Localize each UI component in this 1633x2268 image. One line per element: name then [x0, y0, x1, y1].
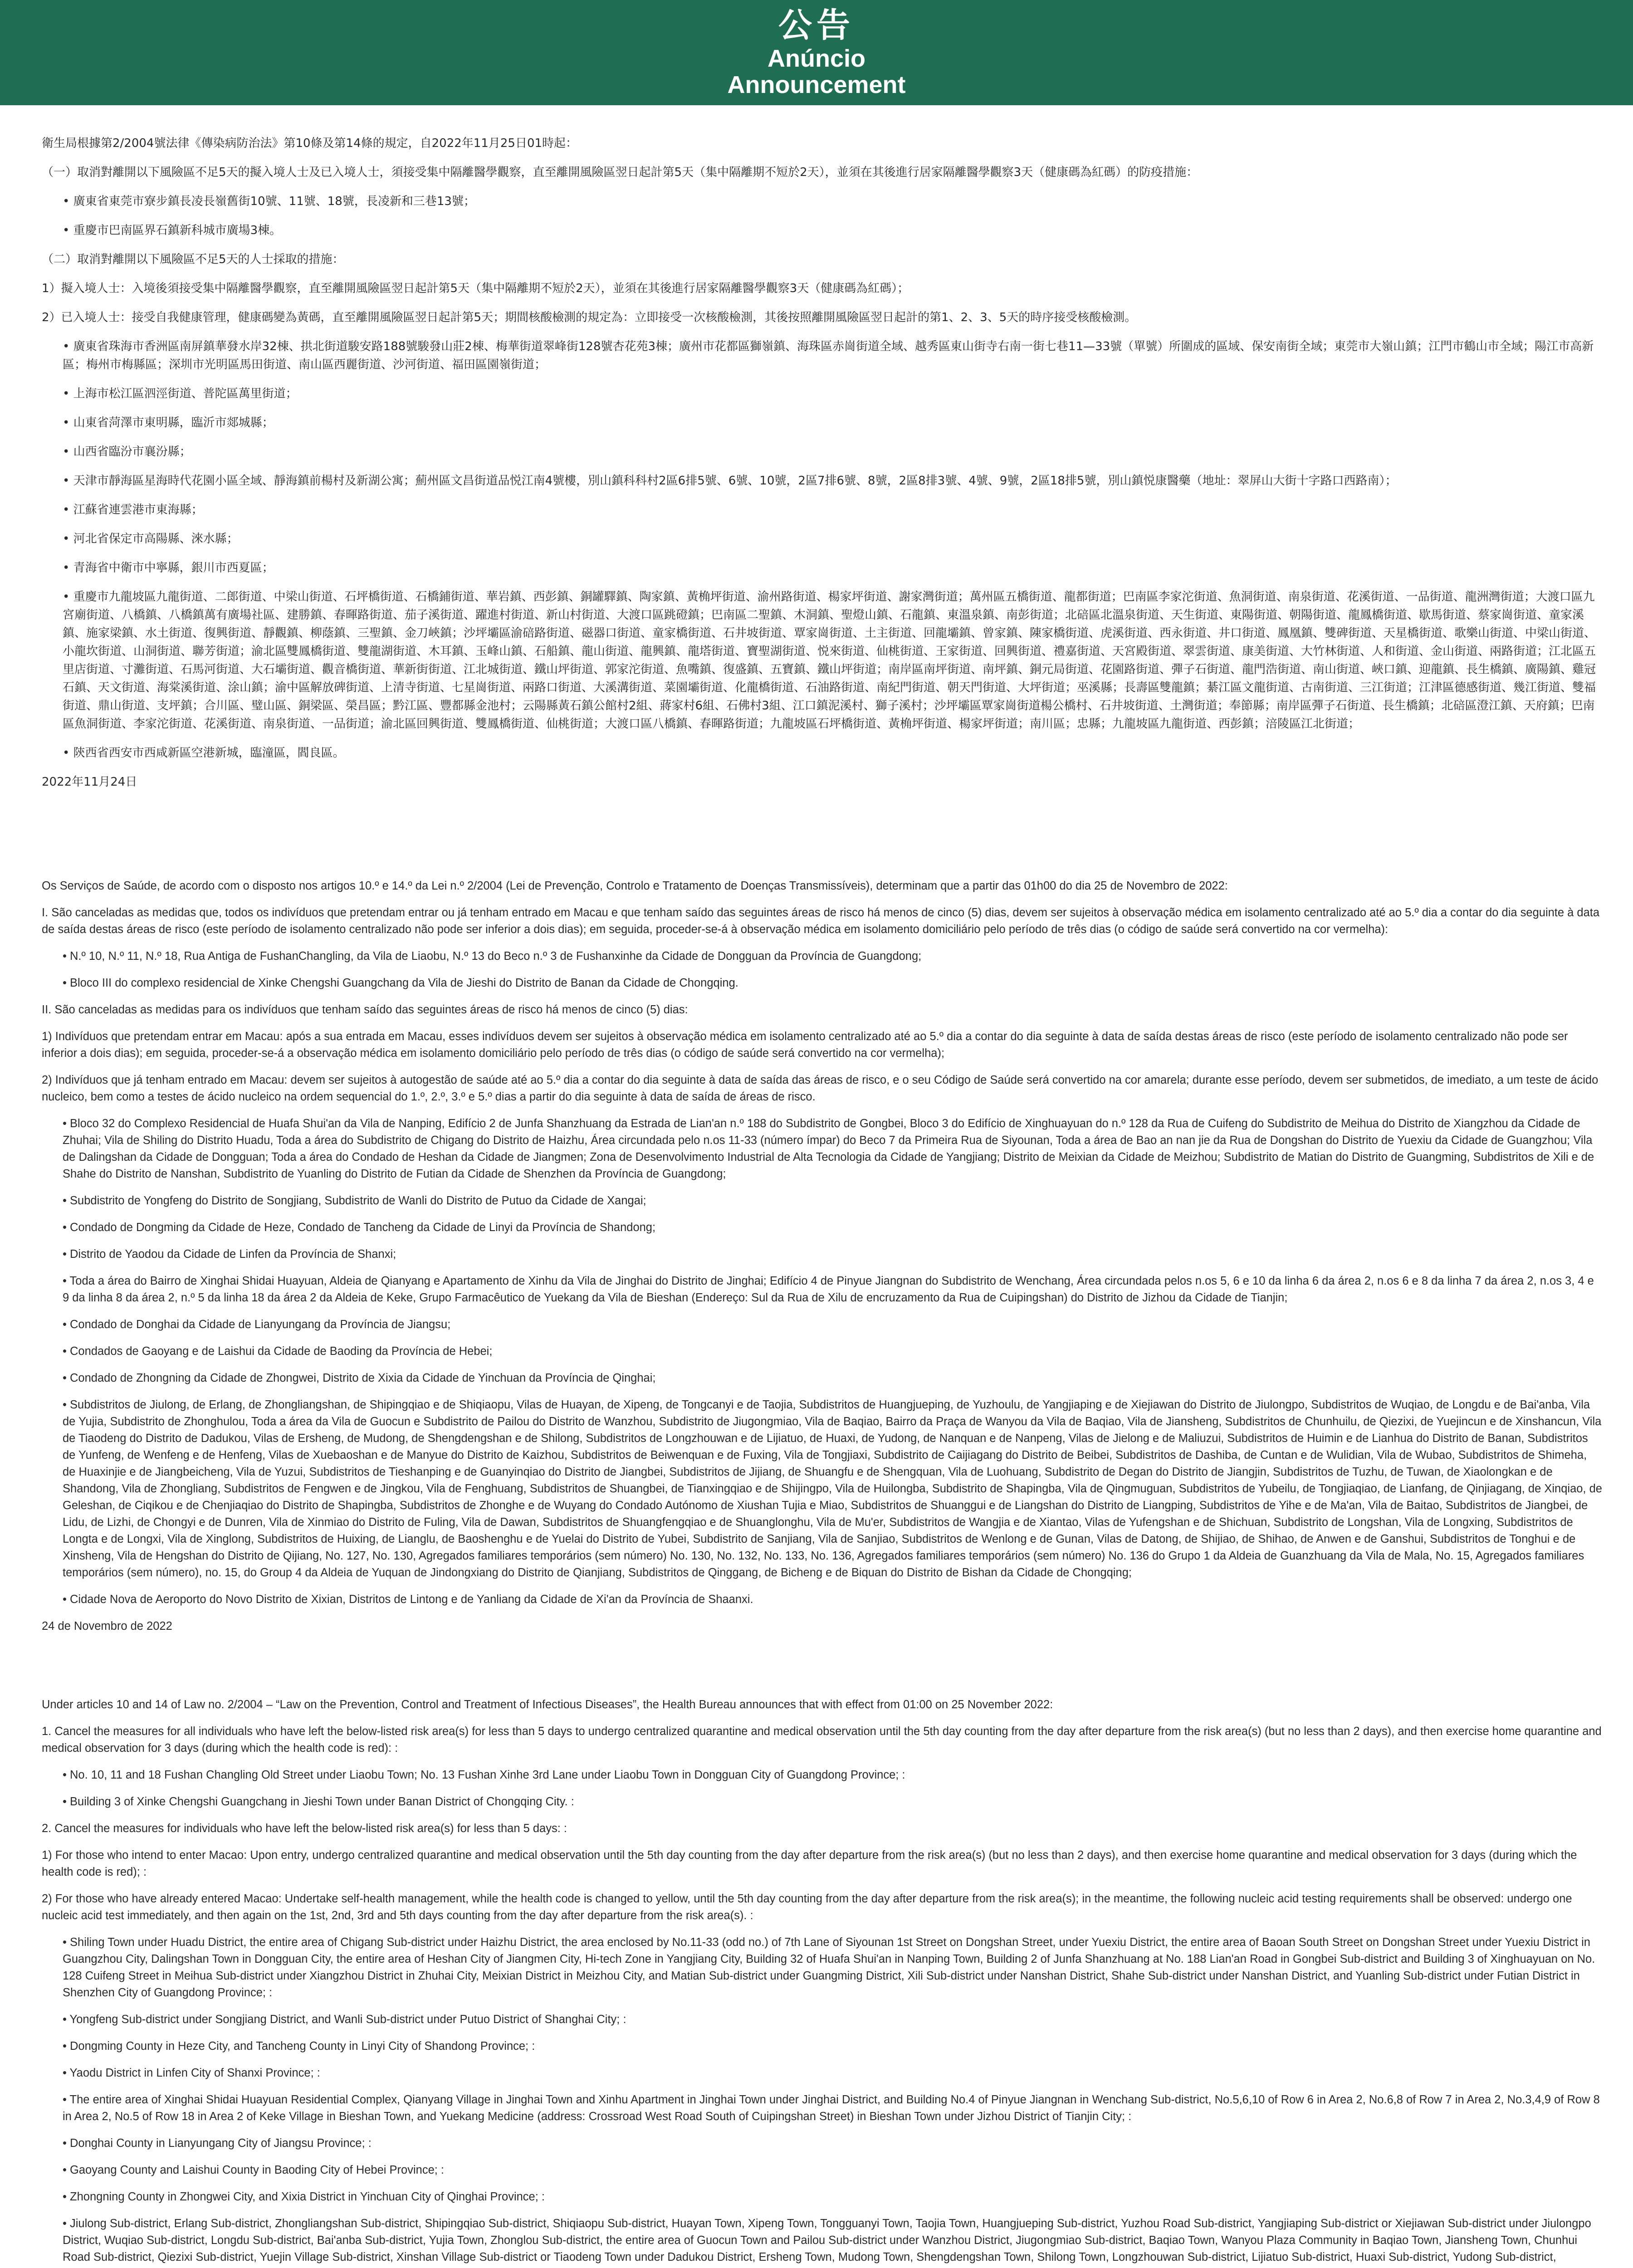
pt-paragraph: • N.º 10, N.º 11, N.º 18, Rua Antiga de FushanChangling, da Vila de Liaobu, N.º 13 do Beco n.º 3 de Fushanxinhe da Cidade de Dongguan da Província de Guangdong;: [63, 950, 922, 963]
zh-paragraph: • 天津市靜海區星海時代花園小區全域、靜海鎮前楊村及新湖公寓；薊州區文昌街道品悦江南4號樓，別山鎮科科村2區6排5號、6號、10號，2區7排6號、8號，2區8排3號、4號、9號，2區18排5號，別山鎮悦康醫藥（地址：翠屏山大街十字路口西路南）；: [63, 474, 1397, 488]
pt-paragraph: 1) Indivíduos que pretendam entrar em Macau: após a sua entrada em Macau, esses indivíduos devem ser sujeitos à observação médica em isolamento centralizado até ao 5.º dia a contar do dia seguinte à data de saída destas áreas de risco (este período de isolamento centralizado não pode ser inferior a dois dias); em seguida, proceder-se-á a observação médica em isolamento domiciliário pelo período de três dias (o código de saúde será convertido na cor vermelha);: [42, 1030, 1568, 1060]
en-paragraph: 1. Cancel the measures for all individuals who have left the below-listed risk area(s) for less than 5 days to undergo centralized quarantine and medical observation until the 5th day counting from the day after departure from the risk area(s) (but no less than 2 days), and then exercise home quarantine and medical observation for 3 days (during which the health code is red): :: [42, 1725, 1602, 1755]
pt-paragraph: • Condados de Gaoyang e de Laishui da Cidade de Baoding da Província de Hebei;: [63, 1345, 493, 1358]
zh-paragraph: • 陝西省西安市西咸新區空港新城，臨潼區，閻良區。: [63, 746, 345, 760]
pt-paragraph: • Toda a área do Bairro de Xinghai Shidai Huayuan, Aldeia de Qianyang e Apartamento de Xinhu da Vila de Jinghai do Distrito de Jinghai; Edifício 4 de Pinyue Jiangnan do Subdistrito de Wenchang, Área circundada pelos n.os 5, 6 e 10 da linha 6 da área 2, n.os 6 e 8 da linha 7 da área 2, n.os 3, 4 e 9 da linha 8 da área 2, n.º 5 da linha 18 da área 2 da Aldeia de Keke, Grupo Farmacêutico de Yuekang da Vila de Bieshan (Endereço: Sul da Rua de Xilu de encruzamento da Rua de Cuipingshan) do Distrito de Jizhou da Cidade de Tianjin;: [63, 1275, 1594, 1304]
pt-paragraph: • Condado de Dongming da Cidade de Heze, Condado de Tancheng da Cidade de Linyi da Província de Shandong;: [63, 1221, 656, 1234]
chinese-section: [42, 134, 1602, 802]
zh-paragraph: 1）擬入境人士：入境後須接受集中隔離醫學觀察，直至離開風險區翌日起計第5天（集中隔離期不短於2天），並須在其後進行居家隔離醫學觀察3天（健康碼為紅碼）；: [42, 282, 909, 295]
pt-paragraph: II. São canceladas as medidas para os indivíduos que tenham saído das seguintes áreas de risco há menos de cinco (5) dias:: [42, 1003, 688, 1016]
zh-paragraph: • 廣東省東莞市寮步鎮長凌長嶺舊街10號、11號、18號，長凌新和三巷13號；: [63, 195, 475, 208]
zh-paragraph: • 江蘇省連雲港市東海縣；: [63, 503, 203, 517]
zh-paragraph: • 河北省保定市高陽縣、淶水縣；: [63, 532, 239, 546]
pt-paragraph: • Bloco 32 do Complexo Residencial de Huafa Shui'an da Vila de Nanping, Edifício 2 de Junfa Shanzhuang da Estrada de Lian'an n.º 188 do Subdistrito de Gongbei, Bloco 3 do Edifício de Xinghuayuan do n.º 128 da Rua de Cuifeng do Subdistrito de Meihua do Distrito de Xiangzhou da Cidade de Zhuhai; Vila de Shiling do Distrito Huadu, Toda a área do Subdistrito de Chigang do Distrito de Haizhu, Área circundada pelo n.os 11-33 (número ímpar) do Beco 7 da Primeira Rua de Siyounan, Toda a área de Bao an nan jie da Rua de Dongshan do Distrito de Yuexiu da Cidade de Guangzhou; Vila de Dalingshan da Cidade de Dongguan; Toda a área do Condado de Heshan da Cidade de Jiangmen; Zona de Desenvolvimento Industrial de Alta Tecnologia da Cidade de Yangjiang; Distrito de Meixian da Cidade de Meizhou; Subdistrito de Matian do Distrito de Guangming, Subdistritos de Xili e de Shahe do Distrito de Nanshan, Subdistrito de Yuanling do Distrito de Futian da Cidade de Shenzhen da Província de Guangdong;: [63, 1117, 1594, 1180]
zh-paragraph: 2）已入境人士：接受自我健康管理，健康碼變為黃碼，直至離開風險區翌日起計第5天；期間核酸檢測的規定為：立即接受一次核酸檢測，其後按照離開風險區翌日起計的第1、2、3、5天的時序接受核酸檢測。: [42, 311, 1137, 324]
pt-paragraph: 2) Indivíduos que já tenham entrado em Macau: devem ser sujeitos à autogestão de saúde até ao 5.º dia a contar do dia seguinte à data de saída das áreas de risco, e o seu Código de Saúde será convertido na cor amarela; durante esse período, devem ser submetidos, de imediato, a um teste de ácido nucleico, bem como a testes de ácido nucleico na ordem sequencial do 1.º, 2.º, 3.º e 5.º dias a partir do dia seguinte à data de saída de áreas de risco.: [42, 1074, 1599, 1103]
zh-paragraph: 衛生局根據第2/2004號法律《傳染病防治法》第10條及第14條的規定，自2022年11月25日01時起：: [42, 137, 578, 150]
en-paragraph: • Yaodu District in Linfen City of Shanxi Province; :: [63, 2067, 320, 2079]
en-paragraph: 2. Cancel the measures for individuals who have left the below-listed risk area(s) for less than 5 days: :: [42, 1822, 567, 1835]
en-paragraph: • Jiulong Sub-district, Erlang Sub-district, Zhongliangshan Sub-district, Shipingqiao Sub-district, Shiqiaopu Sub-district, Huayan Town, Xipeng Town, Tongguanyi Town, Taojia Town, Huangjueping Sub-district, Yuzhou Road Sub-district, Yangjiaping Sub-district or Xiejiawan Sub-district under Jiulongpo District, Wuqiao Sub-district, Longdu Sub-district, Bai'anba Sub-district, Yujia Town, Zhonglou Sub-district, the entire area of Guocun Town and Pailou Sub-district under Wanzhou District, Jiugongmiao Sub-district, Baqiao Town, Wanyou Plaza Community in Baqiao Town, Jiansheng Town, Chunhui Road Sub-district, Qiezixi Sub-district, Yuejin Village Sub-district, Xinshan Village Sub-district or Tiaodeng Town under Dadukou District, Ersheng Town, Mudong Town, Shengdengshan Town, Shilong Town, Longzhouwan Sub-district, Lijiatuo Sub-district, Huaxi Sub-district, Yudong Sub-district,: [63, 2217, 1591, 2263]
zh-date: 2022年11月24日: [42, 775, 137, 789]
zh-paragraph: • 山東省菏澤市東明縣，臨沂市郯城縣；: [63, 416, 274, 430]
zh-paragraph: • 廣東省珠海市香洲區南屏鎮華發水岸32棟、拱北街道駿安路188號駿發山莊2棟、梅華街道翠峰街128號杏花苑3棟；廣州市花都區獅嶺鎮、海珠區赤崗街道全域、越秀區東山街寺右南一街七巷11—33號（單號）所圍成的區域、保安南街全域；東莞市大嶺山鎮；江門市鶴山市全域；陽江市高新區；梅州市梅縣區；深圳市光明區馬田街道、南山區西麗街道、沙河街道、福田區園嶺街道；: [63, 340, 1594, 371]
pt-paragraph: I. São canceladas as medidas que, todos os indivíduos que pretendam entrar ou já tenham entrado em Macau e que tenham saído das seguintes áreas de risco há menos de cinco (5) dias, devem ser sujeitos à observação médica em isolamento centralizado até ao 5.º dia a contar do dia seguinte à data de saída destas áreas de risco (este período de isolamento centralizado não pode ser inferior a dois dias); em seguida, proceder-se-á à observação médica em isolamento domiciliário pelo período de três dias (o código de saúde será convertido na cor vermelha):: [42, 906, 1600, 936]
pt-paragraph: • Subdistritos de Jiulong, de Erlang, de Zhongliangshan, de Shipingqiao e de Shiqiaopu, Vilas de Huayan, de Xipeng, de Tongcanyi e de Taojia, Subdistritos de Huangjueping, de Yuzhoulu, de Yangjiaping e de Xiejiawan do Distrito de Jiulongpo, Subdistritos de Wuqiao, de Longdu e de Bai'anba, Vila de Yujia, Subdistrito de Zhonghulou, Toda a área da Vila de Guocun e Subdistrito de Pailou do Distrito de Wanzhou, Subdistrito de Jiugongmiao, Vila de Baqiao, Bairro da Praça de Wanyou da Vila de Baqiao, Vila de Jiansheng, Subdistritos de Chunhuilu, de Qiezixi, de Yuejincun e de Xinshancun, Vila de Tiaodeng do Distrito de Dadukou, Vilas de Ersheng, de Mudong, de Shengdengshan e de Shilong, Subdistritos de Longzhouwan e de Lijiatuo, de Huaxi, de Yudong, de Nanquan e de Nanpeng, Vilas de Jielong e de Maliuzui, Subdistritos de Huimin e de Lianhua do Distrito de Banan, Subdistritos de Yunfeng, de Wenfeng e de Henfeng, Vilas de Xuebaoshan e de Manyue do Distrito de Kaizhou, Subdistritos de Beiwenquan e de Fuxing, Vila de Tongjiaxi, Subdistrito de Caijiagang do Distrito de Beibei, Subdistritos de Dashiba, de Cuntan e de Wulidian, Vila de Wubao, Subdistritos de Shimeha, de Huaxinjie e de Jiangbeicheng, Vila de Yuzui, Subdistritos de Tieshanping e de Guanyinqiao do Distrito de Jiangbei, Subdistritos de Jijiang, de Shuangfu e de Shengquan, Vila de Luohuang, Subdistrito de Degan do Distrito de Jiangjin, Subdistritos de Tuzhu, de Tuwan, de Xiaolongkan e de Shandong, Vila de Zhongliang, Subdistritos de Fengwen e de Jingkou, Vila de Fenghuang, Subdistritos de Shuangbei, de Tianxingqiao e de Shijingpo, Vila de Huilongba, Subdistrito de Shapingba, Vila de Qingmuguan, Subdistritos de Yubeilu, de Tongjiaqiao, de Lianfang, de Qinjiagang, de Xinqiao, de Geleshan, de Ciqikou e de Chenjiaqiao do Distrito de Shapingba, Subdistritos de Zhonghe e de Wuyang do Condado Autónomo de Xiushan Tujia e Miao, Subdistritos de Shuanggui e de Liangshan do Distrito de Liangping, Subdistritos de Yihe e de Ma'an, Vila de Baitao, Subdistritos de Jiangbei, de Lidu, de Lizhi, de Chongyi e de Dunren, Vila de Xinmiao do Distrito de Fuling, Vila de Dawan, Subdistritos de Shuangfengqiao e de Shuanglonghu, Vila de Mu'er, Subdistritos de Wangjia e de Xiantao, Vilas de Yufengshan e de Shichuan, Subdistrito de Longshan, Vila de Longxing, Subdistritos de Longta e de Longxi, Vila de Xinglong, Subdistritos de Huixing, de Lianglu, de Baoshenghu e de Yuelai do Distrito de Yubei, Subdistrito de Sanjiang, Vila de Sanjiao, Subdistritos de Wenlong e de Gunan, Vilas de Datong, de Shijiao, de Shihao, de Anwen e de Ganshui, Subdistritos de Tonghui e de Xinsheng, Vila de Hengshan do Distrito de Qijiang, No. 127, No. 130, Agregados familiares temporários (sem número) No. 130, No. 132, No. 133, No. 136, Agregados familiares temporários (sem número) No. 136 do Grupo 1 da Aldeia de Guanzhuang da Vila de Mala, No. 15, Agregados familiares temporários (sem número), no. 15, do Group 4 da Aldeia de Yuquan de Jindongxiang do Distrito de Qianjiang, Subdistritos de Qinggang, de Bicheng e de Biquan do Distrito de Bishan da Cidade de Chongqing;: [63, 1398, 1602, 1579]
zh-paragraph: （二）取消對離開以下風險區不足5天的人士採取的措施：: [42, 253, 344, 266]
pt-paragraph: Os Serviços de Saúde, de acordo com o disposto nos artigos 10.º e 14.º da Lei n.º 2/2004 (Lei de Prevenção, Controlo e Tratamento de Doenças Transmissíveis), determinam que a partir das 01h00 do dia 25 de Novembro de 2022:: [42, 880, 1228, 892]
pt-paragraph: • Condado de Donghai da Cidade de Lianyungang da Província de Jiangsu;: [63, 1318, 451, 1331]
zh-paragraph: • 重慶市九龍坡區九龍街道、二郎街道、中梁山街道、石坪橋街道、石橋鋪街道、華岩鎮、西彭鎮、銅罐驛鎮、陶家鎮、黃桷坪街道、渝州路街道、楊家坪街道、謝家灣街道；萬州區五橋街道、龍都街道；巴南區李家沱街道、魚洞街道、南泉街道、花溪街道、一品街道、龍洲灣街道；大渡口區九宮廟街道、八橋鎮、八橋鎮萬有廣場社區、建勝鎮、春暉路街道、茄子溪街道、躍進村街道、新山村街道、大渡口區跳磴鎮；巴南區二聖鎮、木洞鎮、聖燈山鎮、石龍鎮、東溫泉鎮、南彭街道；北碚區北溫泉街道、天生街道、東陽街道、朝陽街道、龍鳳橋街道、歇馬街道、蔡家崗街道、童家溪鎮、施家梁鎮、水土街道、復興街道、靜觀鎮、柳蔭鎮、三聖鎮、金刀峽鎮；沙坪壩區渝碚路街道、磁器口街道、童家橋街道、石井坡街道、覃家崗街道、土主街道、回龍壩鎮、曾家鎮、陳家橋街道、虎溪街道、西永街道、井口街道、鳳凰鎮、雙碑街道、天星橋街道、歌樂山街道、中梁山街道、小龍坎街道、山洞街道、聯芳街道；渝北區雙鳳橋街道、雙龍湖街道、木耳鎮、玉峰山鎮、石船鎮、龍山街道、龍興鎮、龍塔街道、寶聖湖街道、悦來街道、仙桃街道、王家街道、回興街道、禮嘉街道、天宮殿街道、翠雲街道、康美街道、大竹林街道、人和街道、金山街道、兩路街道；江北區五里店街道、寸灘街道、石馬河街道、大石壩街道、觀音橋街道、華新街街道、江北城街道、鐵山坪街道、郭家沱街道、魚嘴鎮、復盛鎮、五寶鎮、鐵山坪街道；南岸區南坪街道、南坪鎮、銅元局街道、花園路街道、彈子石街道、龍門浩街道、南山街道、峽口鎮、迎龍鎮、長生橋鎮、廣陽鎮、雞冠石鎮、天文街道、海棠溪街道、涂山鎮；渝中區解放碑街道、上清寺街道、七星崗街道、兩路口街道、大溪溝街道、菜園壩街道、化龍橋街道、石油路街道、南紀門街道、朝天門街道、大坪街道；巫溪縣；長壽區雙龍鎮；綦江區文龍街道、古南街道、三江街道；江津區德感街道、幾江街道、雙福街道、鼎山街道、支坪鎮；合川區、璧山區、銅梁區、榮昌區；黔江區、豐都縣金池村；云陽縣黃石鎮公館村2組、蔣家村6組、石佛村3組、江口鎮泥溪村、獅子溪村；沙坪壩區覃家崗街道楊公橋村、石井坡街道、土灣街道；奉節縣；南岸區彈子石街道、長生橋鎮；北碚區澄江鎮、天府鎮；巴南區魚洞街道、李家沱街道、花溪街道、南泉街道、一品街道；渝北區回興街道、雙鳳橋街道、仙桃街道；大渡口區八橋鎮、春暉路街道；九龍坡區石坪橋街道、黃桷坪街道、楊家坪街道；南川區；忠縣；九龍坡區九龍街道、西彭鎮；涪陵區江北街道；: [63, 590, 1596, 731]
en-paragraph: • Gaoyang County and Laishui County in Baoding City of Hebei Province; :: [63, 2164, 445, 2176]
announcement-header: [0, 0, 1633, 105]
en-paragraph: • Shiling Town under Huadu District, the entire area of Chigang Sub-district under Haizhu District, the area enclosed by No.11-33 (odd no.) of 7th Lane of Siyounan 1st Street on Dongshan Street, under Yuexiu District, the entire area of Baoan South Street on Dongshan Street under Yuexiu District in Guangzhou City, Dalingshan Town in Dongguan City, the entire area of Heshan City of Jiangmen City, Hi-tech Zone in Yangjiang City, Building 32 of Huafa Shui'an in Nanping Town, Building 2 of Junfa Shanzhuang at No. 188 Lian'an Road in Gongbei Sub-district and Building 3 of Xinghuayuan on No. 128 Cuifeng Street in Meihua Sub-district under Xiangzhou District in Zhuhai City, Meixian District in Meizhou City, and Matian Sub-district under Guangming District, Xili Sub-district under Nanshan District, Shahe Sub-district under Nanshan District, and Yuanling Sub-district under Futian District in Shenzhen City of Guangdong Province; :: [63, 1936, 1595, 1999]
title-portuguese: Anúncio: [768, 45, 865, 72]
en-paragraph: • No. 10, 11 and 18 Fushan Changling Old Street under Liaobu Town; No. 13 Fushan Xinhe 3rd Lane under Liaobu Town in Dongguan City of Guangdong Province; :: [63, 1769, 905, 1781]
title-english: Announcement: [727, 71, 906, 98]
pt-paragraph: • Subdistrito de Yongfeng do Distrito de Songjiang, Subdistrito de Wanli do Distrito de Putuo da Cidade de Xangai;: [63, 1194, 646, 1207]
zh-paragraph: （一）取消對離開以下風險區不足5天的擬入境人士及已入境人士，須接受集中隔離醫學觀察，直至離開風險區翌日起計第5天（集中隔離期不短於2天），並須在其後進行居家隔離醫學觀察3天（健康碼為紅碼）的防疫措施：: [42, 166, 1198, 179]
en-paragraph: Under articles 10 and 14 of Law no. 2/2004 – “Law on the Prevention, Control and Treatment of Infectious Diseases”, the Health Bureau announces that with effect from 01:00 on 25 November 2022:: [42, 1698, 1053, 1711]
english-section: [42, 1696, 1602, 2268]
zh-paragraph: • 上海市松江區泗涇街道、普陀區萬里街道；: [63, 387, 298, 401]
portuguese-section: [42, 878, 1602, 1635]
pt-date: 24 de Novembro de 2022: [42, 1620, 172, 1633]
en-paragraph: • The entire area of Xinghai Shidai Huayuan Residential Complex, Qianyang Village in Jinghai Town and Xinhu Apartment in Jinghai Town under Jinghai District, and Building No.4 of Pinyue Jiangnan in Wenchang Sub-district, No.5,6,10 of Row 6 in Area 2, No.6,8 of Row 7 in Area 2, No.3,4,9 of Row 8 in Area 2, No.5 of Row 18 in Area 2 of Keke Village in Bieshan Town, and Yuekang Medicine (address: Crossroad West Road South of Cuipingshan Street) in Bieshan Town under Jizhou District of Tianjin City; :: [63, 2093, 1600, 2123]
en-paragraph: • Zhongning County in Zhongwei City, and Xixia District in Yinchuan City of Qinghai Province; :: [63, 2190, 545, 2203]
title-chinese: 公告: [778, 6, 855, 45]
pt-paragraph: • Cidade Nova de Aeroporto do Novo Distrito de Xixian, Distritos de Lintong e de Yanliang da Cidade de Xi'an da Província de Shaanxi.: [63, 1593, 753, 1606]
en-paragraph: • Building 3 of Xinke Chengshi Guangchang in Jieshi Town under Banan District of Chongqing City. :: [63, 1795, 574, 1808]
pt-paragraph: • Condado de Zhongning da Cidade de Zhongwei, Distrito de Xixia da Cidade de Yinchuan da Província de Qinghai;: [63, 1372, 656, 1384]
en-paragraph: • Donghai County in Lianyungang City of Jiangsu Province; :: [63, 2137, 372, 2150]
en-paragraph: 1) For those who intend to enter Macao: Upon entry, undergo centralized quarantine and medical observation until the 5th day counting from the day after departure from the risk area(s) (but no less than 2 days), and then exercise home quarantine and medical observation for 3 days (during which the health code is red); :: [42, 1849, 1577, 1878]
pt-paragraph: • Bloco III do complexo residencial de Xinke Chengshi Guangchang da Vila de Jieshi do Distrito de Banan da Cidade de Chongqing.: [63, 977, 738, 989]
zh-paragraph: • 青海省中衛市中寧縣，銀川市西夏區；: [63, 561, 274, 575]
en-paragraph: • Dongming County in Heze City, and Tancheng County in Linyi City of Shandong Province; :: [63, 2040, 535, 2053]
zh-paragraph: • 山西省臨汾市襄汾縣；: [63, 445, 191, 459]
pt-paragraph: • Distrito de Yaodou da Cidade de Linfen da Província de Shanxi;: [63, 1248, 396, 1261]
en-paragraph: 2) For those who have already entered Macao: Undertake self-health management, while the health code is changed to yellow, until the 5th day counting from the day after departure from the risk area(s); in the meantime, the following nucleic acid testing requirements shall be observed: undergo one nucleic acid test immediately, and then again on the 1st, 2nd, 3rd and 5th days counting from the day after departure from the risk area(s). :: [42, 1892, 1572, 1922]
zh-paragraph: • 重慶市巴南區界石鎮新科城市廣場3棟。: [63, 224, 282, 237]
en-paragraph: • Yongfeng Sub-district under Songjiang District, and Wanli Sub-district under Putuo District of Shanghai City; :: [63, 2013, 626, 2026]
